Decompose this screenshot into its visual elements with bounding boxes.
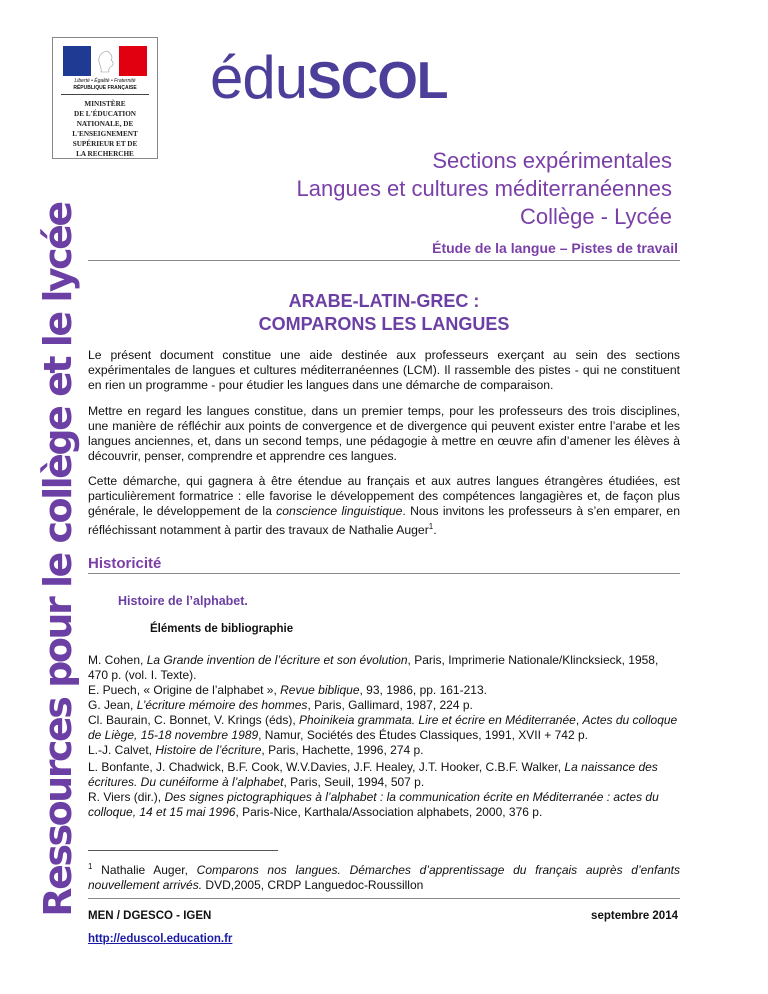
bibliography-item: L. Bonfante, J. Chadwick, B.F. Cook, W.V.Davies, J.F. Healey, J.T. Hooker, C.B.F. Walker, La naissance des écritures. Du cunéiforme à l’alphabet, Paris, Seuil, 1994, 507 p. (88, 760, 658, 789)
footer-link[interactable]: http://eduscol.education.fr (88, 933, 233, 945)
divider (88, 573, 680, 574)
eduscol-logo: éduSCOL (210, 44, 448, 111)
bibliography-item: M. Cohen, La Grande invention de l’écriture et son évolution, Paris, Imprimerie Nationale/Klincksieck, 1958, 470 p. (vol. I. Texte). (88, 653, 659, 682)
divider (88, 260, 680, 261)
subsection-heading-alphabet: Histoire de l’alphabet. (118, 594, 248, 608)
bibliography-heading: Éléments de bibliographie (150, 623, 294, 635)
paragraph-1: Le présent document constitue une aide destinée aux professeurs exerçant au sein des sections expérimentales de langues et cultures méditerranéennes (LCM). Il rassemble des pistes - qui ne constituent en rien un programme - pour étudier les langues dans une démarche de comparaison. (88, 348, 680, 392)
vertical-band (30, 203, 86, 917)
bibliography-item: Cl. Baurain, C. Bonnet, V. Krings (éds), Phoinikeia grammata. Lire et écrire en Méditerranée, Actes du colloque de Liège, 15-18 novembre 1989, Namur, Sociétés des Études Classiques, 1991, XVII + 742 p. (88, 713, 678, 742)
footnote-ref[interactable]: 1 (428, 522, 434, 531)
subheading: Étude de la langue – Pistes de travail (432, 240, 678, 256)
ministry-logo (52, 37, 158, 159)
footnote: $^1$ Nathalie Auger, Comparons nos langues. Démarches d’apprentissage du français auprès d’enfants nouvellement arrivés. DVD,2005, CRDP Languedoc-Roussillon (88, 862, 680, 892)
header-line-1: Sections expérimentales (432, 148, 672, 173)
paragraph-3: Cette démarche, qui gagnera à être étendue au français et aux autres langues étrangères étudiées, est particulièrement formatrice : elle favorise le développement des compétences langagières et, de façon plus générale, le développement de la conscience linguistique. Nous invitons les professeurs à s’en emparer, en réfléchissant notamment à partir des travaux de Nathalie Auger$^1$. (88, 474, 680, 538)
footer-divider (88, 898, 680, 899)
document-title: ARABE-LATIN-GREC : COMPARONS LES LANGUES (258, 291, 510, 334)
republique-label: RÉPUBLIQUE FRANÇAISE (73, 85, 137, 91)
bibliography-item: E. Puech, « Origine de l’alphabet », Revue biblique, 93, 1986, pp. 161-213. (88, 683, 487, 697)
paragraph-2: Mettre en regard les langues constitue, dans un premier temps, pour les professeurs des trois disciplines, une manière de réfléchir aux points de convergence et de divergence qui peuvent exister entre l’arabe et les langues anciennes, et, dans un second temps, une pédagogie à mettre en œuvre afin d’amener les élèves à découvrir, penser, comprendre et apprendre ces langues. (88, 404, 680, 463)
footer-publisher: MEN / DGESCO - IGEN (88, 910, 212, 922)
footnote-rule (88, 850, 278, 851)
vertical-band-text: Ressources pour le collège et le lycée (36, 203, 80, 917)
footer-date: septembre 2014 (591, 910, 678, 922)
bibliography-item: R. Viers (dir.), Des signes pictographiques à l’alphabet : la communication écrite en Méditerranée : actes du colloque, 14 et 15 mai 1996, Paris-Nice, Karthala/Association alphabets, 2000, 376 p. (88, 790, 659, 819)
header-line-2: Langues et cultures méditerranéennes (296, 176, 672, 201)
marianne-icon (93, 49, 119, 73)
bibliography-item: G. Jean, L’écriture mémoire des hommes, Paris, Gallimard, 1987, 224 p. (88, 698, 473, 712)
section-heading-historicite: Historicité (88, 555, 162, 572)
motto: Liberté • Égalité • Fraternité (74, 78, 136, 84)
header-line-3: Collège - Lycée (519, 204, 672, 229)
ministry-name: MINISTÈRE DE L'ÉDUCATION NATIONALE, DE L'ENSEIGNEMENT SUPÉRIEUR ET DE LA RECHERCHE (72, 100, 138, 158)
bibliography-item: L.-J. Calvet, Histoire de l’écriture, Paris, Hachette, 1996, 274 p. (88, 743, 424, 757)
